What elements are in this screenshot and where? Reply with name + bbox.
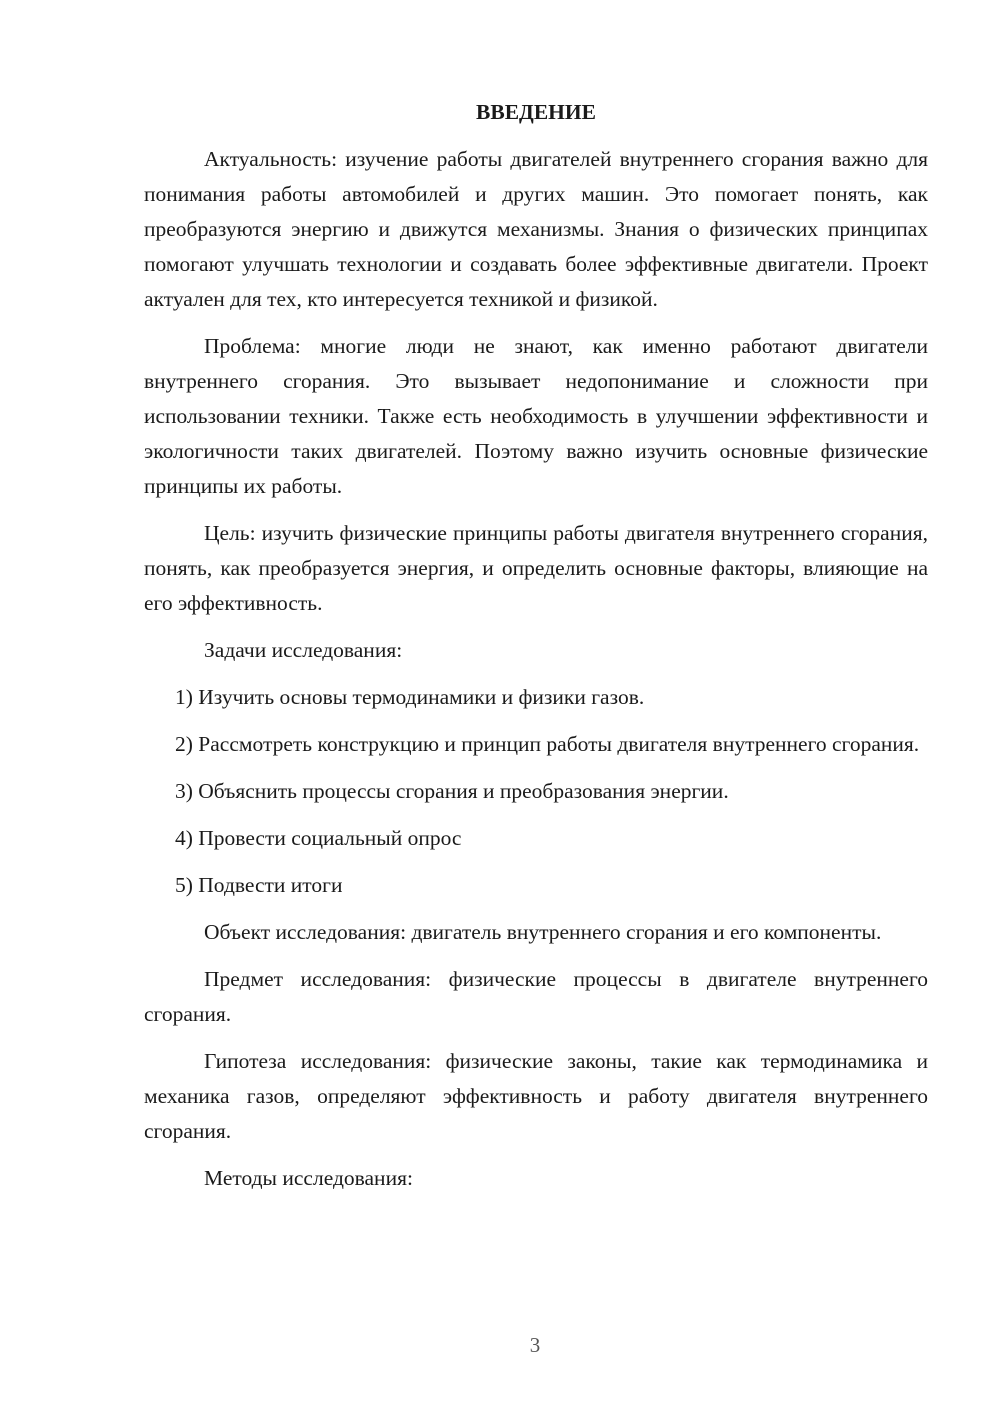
list-item-task-4: 4) Провести социальный опрос: [175, 826, 462, 850]
document-page: [144, 95, 928, 1208]
list-item-task-3: 3) Объяснить процессы сгорания и преобразования энергии.: [175, 779, 729, 803]
tasks-title: Задачи исследования:: [204, 638, 403, 662]
page-number: 3: [529, 1333, 541, 1357]
list-item-task-1: 1) Изучить основы термодинамики и физики газов.: [175, 685, 645, 709]
paragraph-goal: Цель: изучить физические принципы работы двигателя внутреннего сгорания, понять, как преобразуется энергия, и определить основные факторы, влияющие на его эффективность.: [144, 521, 928, 615]
paragraph-problem: Проблема: многие люди не знают, как именно работают двигатели внутреннего сгорания. Это вызывает недопонимание и сложности при использовании техники. Также есть необходимость в улучшении эффективности и экологичности таких двигателей. Поэтому важно изучить основные физические принципы их работы.: [144, 334, 928, 498]
list-item-task-2: 2) Рассмотреть конструкцию и принцип работы двигателя внутреннего сгорания.: [175, 732, 920, 756]
section-heading: ВВЕДЕНИЕ: [476, 100, 596, 124]
paragraph-relevance: Актуальность: изучение работы двигателей внутреннего сгорания важно для понимания работы автомобилей и других машин. Это помогает понять, как преобразуются энергию и движутся механизмы. Знания о физических принципах помогают улучшать технологии и создавать более эффективные двигатели. Проект актуален для тех, кто интересуется техникой и физикой.: [144, 147, 928, 311]
list-item-task-5: 5) Подвести итоги: [175, 873, 343, 897]
paragraph-hypothesis: Гипотеза исследования: физические законы, такие как термодинамика и механика газов, определяют эффективность и работу двигателя внутреннего сгорания.: [144, 1049, 928, 1143]
methods-title: Методы исследования:: [204, 1166, 413, 1190]
paragraph-object: Объект исследования: двигатель внутреннего сгорания и его компоненты.: [204, 920, 882, 944]
paragraph-subject: Предмет исследования: физические процессы в двигателе внутреннего сгорания.: [144, 967, 928, 1026]
